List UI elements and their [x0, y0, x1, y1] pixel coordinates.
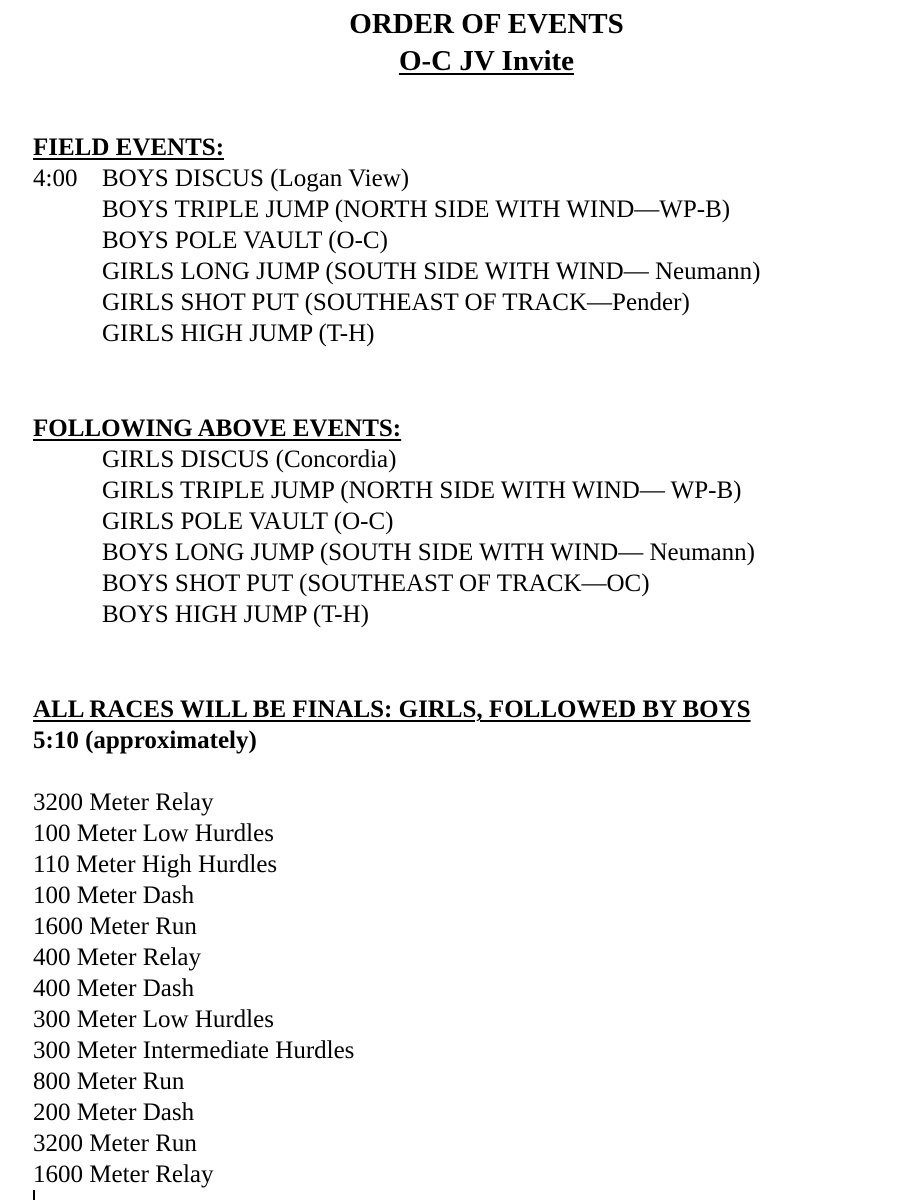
following-event-item: BOYS LONG JUMP (SOUTH SIDE WITH WIND— Neumann): [102, 539, 755, 566]
following-event-item: GIRLS TRIPLE JUMP (NORTH SIDE WITH WIND— WP-B): [102, 477, 742, 504]
field-event-row: [33, 287, 893, 318]
races-heading: ALL RACES WILL BE FINALS: GIRLS, FOLLOWED BY BOYS: [33, 696, 751, 723]
field-event-item: GIRLS LONG JUMP (SOUTH SIDE WITH WIND— Neumann): [102, 258, 761, 285]
field-event-item: GIRLS SHOT PUT (SOUTHEAST OF TRACK—Pender): [102, 289, 690, 316]
field-events-section: [33, 132, 893, 349]
field-events-start-time: 4:00: [33, 165, 78, 192]
field-event-row: [33, 194, 893, 225]
race-item: 400 Meter Relay: [33, 944, 202, 971]
following-event-item: BOYS SHOT PUT (SOUTHEAST OF TRACK—OC): [102, 570, 650, 597]
race-item: 1600 Meter Run: [33, 913, 197, 940]
race-item: 100 Meter Dash: [33, 882, 195, 909]
following-event-item: GIRLS DISCUS (Concordia): [102, 446, 397, 473]
race-item: 400 Meter Dash: [33, 975, 195, 1002]
spacer: [33, 756, 893, 787]
field-event-item: BOYS POLE VAULT (O-C): [102, 227, 388, 254]
following-event-row: [33, 444, 893, 475]
races-start-time: 5:10 (approximately): [33, 727, 257, 754]
race-item: 3200 Meter Relay: [33, 789, 214, 816]
race-item: 200 Meter Dash: [33, 1099, 195, 1126]
race-item: 110 Meter High Hurdles: [33, 851, 278, 878]
following-events-heading: FOLLOWING ABOVE EVENTS:: [33, 415, 402, 442]
field-event-item: BOYS TRIPLE JUMP (NORTH SIDE WITH WIND—WP-B): [102, 196, 731, 223]
race-item: 100 Meter Low Hurdles: [33, 820, 274, 847]
race-item: 800 Meter Run: [33, 1068, 185, 1095]
field-event-row: [33, 318, 893, 349]
race-item: 300 Meter Low Hurdles: [33, 1006, 274, 1033]
race-item: 3200 Meter Run: [33, 1130, 197, 1157]
following-event-row: [33, 599, 893, 630]
field-event-item: GIRLS HIGH JUMP (T-H): [102, 320, 375, 347]
following-events-section: [33, 413, 893, 630]
document-subtitle: O-C JV Invite: [398, 45, 575, 77]
following-event-row: [33, 506, 893, 537]
following-event-item: BOYS HIGH JUMP (T-H): [102, 601, 369, 628]
following-event-row: [33, 537, 893, 568]
race-item: 300 Meter Intermediate Hurdles: [33, 1037, 355, 1064]
field-event-row: [33, 256, 893, 287]
following-event-row: [33, 568, 893, 599]
document-title: ORDER OF EVENTS: [349, 8, 624, 40]
race-item: 1600 Meter Relay: [33, 1161, 214, 1188]
following-event-row: [33, 475, 893, 506]
field-events-heading: FIELD EVENTS:: [33, 134, 225, 161]
field-event-item: BOYS DISCUS (Logan View): [102, 165, 410, 192]
field-event-row: [33, 225, 893, 256]
races-section: [33, 694, 893, 1190]
following-event-item: GIRLS POLE VAULT (O-C): [102, 508, 394, 535]
text-cursor: [33, 1190, 35, 1200]
field-event-row: [33, 163, 893, 194]
